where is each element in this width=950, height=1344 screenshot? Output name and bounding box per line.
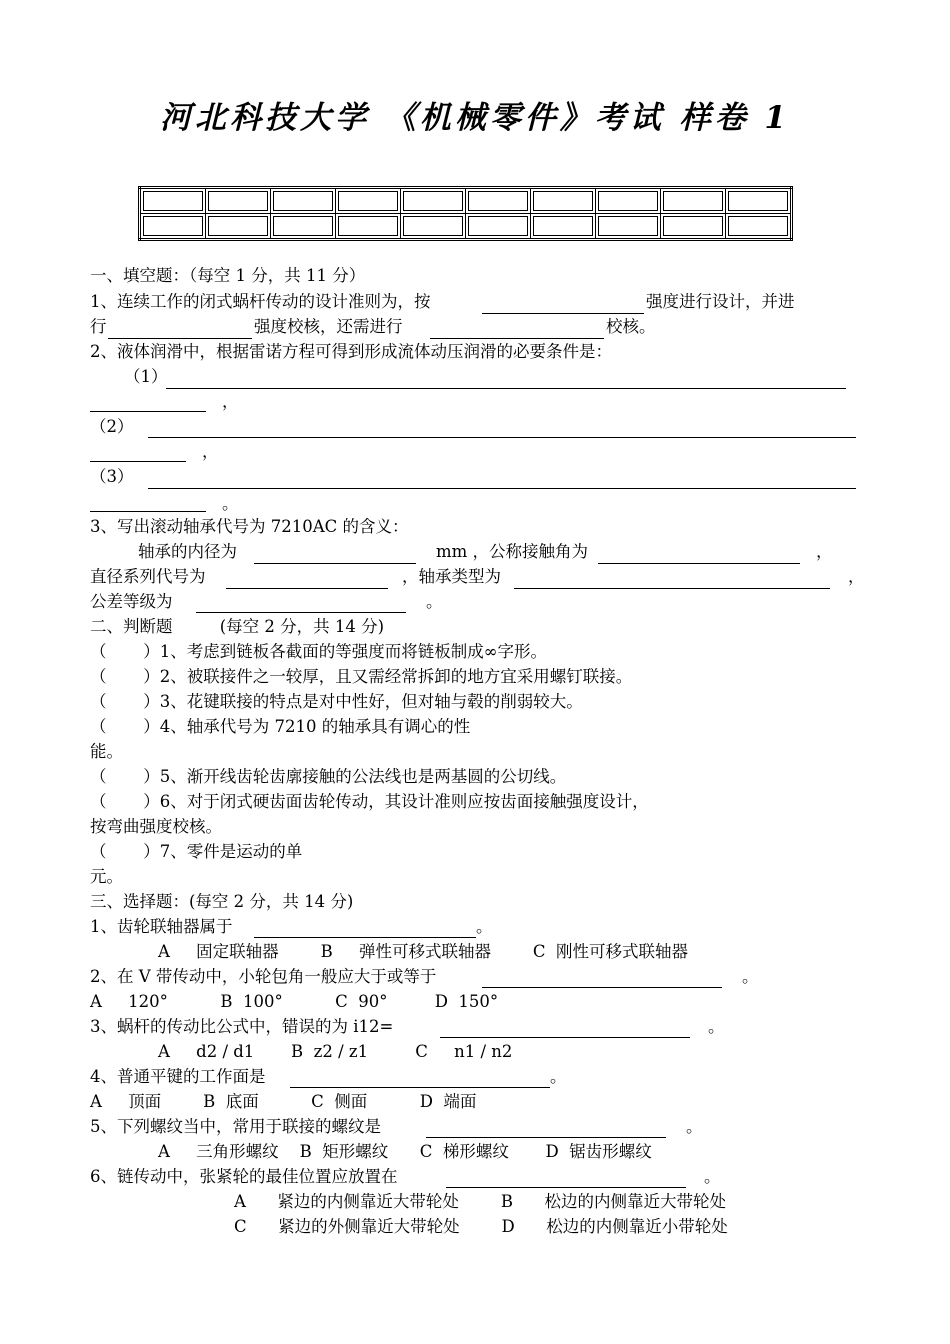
judgement-item: （ ）6、对于闭式硬齿面齿轮传动，其设计准则应按齿面接触强度设计， [90,792,649,811]
answer-blank[interactable] [482,313,644,314]
answer-blank[interactable] [482,987,722,988]
choice-q5-options: A 三角形螺纹 B 矩形螺纹 C 梯形螺纹 D 锯齿形螺纹 [158,1142,652,1161]
answer-blank[interactable] [514,588,830,589]
answer-blank[interactable] [166,388,846,389]
q2-cond2: （2） [90,417,134,436]
score-row [140,188,792,214]
q1-text-b: 强度进行设计，并进 [646,292,795,311]
score-cell [596,214,661,240]
answer-blank[interactable] [426,1137,666,1138]
answer-blank[interactable] [108,338,252,339]
score-cell [271,188,336,214]
choice-q3-end: 。 [708,1017,725,1036]
score-cell [401,188,466,214]
answer-blank[interactable] [430,338,604,339]
choice-q5-stem: 5、下列螺纹当中，常用于联接的螺纹是 [90,1117,381,1136]
q3-comma1: ， [816,542,833,561]
q1-text-c: 行 [90,317,107,336]
choice-q6-end: 。 [704,1167,721,1186]
answer-blank[interactable] [148,437,856,438]
q1-text-d: 强度校核，还需进行 [254,317,403,336]
score-cell [466,214,531,240]
score-cell [531,214,596,240]
choice-q1-stem: 1、齿轮联轴器属于 [90,917,233,936]
score-cell [661,188,726,214]
exam-title: 河北科技大学 《机械零件》考试 样卷 1 [160,100,790,136]
choice-q4-options: A 顶面 B 底面 C 侧面 D 端面 [90,1092,477,1111]
choice-q2-end: 。 [742,967,759,986]
q3-text-b: 直径系列代号为 [90,567,206,586]
choice-q4-stem: 4、普通平键的工作面是 [90,1067,266,1086]
answer-blank[interactable] [440,1037,690,1038]
judgement-item: 按弯曲强度校核。 [90,817,222,836]
score-cell [336,188,401,214]
q3-text-a: 轴承的内径为 [138,542,237,561]
score-cell [206,188,271,214]
q2-punct1: ， [222,392,239,411]
score-cell [726,188,792,214]
choice-q3-options: A d2 / d1 B z2 / z1 C n1 / n2 [158,1042,513,1061]
q2-stem: 2、液体润滑中，根据雷诺方程可得到形成流体动压润滑的必要条件是： [90,342,612,361]
choice-q2-stem: 2、在 V 带传动中，小轮包角一般应大于或等于 [90,967,437,986]
score-cell [661,214,726,240]
score-cell [271,214,336,240]
answer-blank[interactable] [254,937,476,938]
answer-blank[interactable] [226,588,388,589]
choice-q4-end: 。 [550,1067,567,1086]
q3-end: 。 [426,592,443,611]
q3-text-c: ，轴承类型为 [402,567,501,586]
score-cell [596,188,661,214]
choice-q6-stem: 6、链传动中，张紧轮的最佳位置应放置在 [90,1167,398,1186]
answer-blank[interactable] [90,461,186,462]
q1-text-e: 校核。 [606,317,656,336]
answer-blank[interactable] [598,563,800,564]
section3-heading: 三、选择题：(每空 2 分，共 14 分) [90,892,354,911]
answer-blank[interactable] [90,411,206,412]
score-cell [466,188,531,214]
judgement-item: （ ）3、花键联接的特点是对中性好，但对轴与毂的削弱较大。 [90,692,583,711]
score-row [140,214,792,240]
choice-q6-options-ab: A 紧边的内侧靠近大带轮处 B 松边的内侧靠近大带轮处 [234,1192,726,1211]
judgement-item: （ ）7、零件是运动的单 [90,842,303,861]
judgement-item: （ ）5、渐开线齿轮齿廓接触的公法线也是两基圆的公切线。 [90,767,567,786]
score-cell [140,188,206,214]
answer-blank[interactable] [90,511,206,512]
choice-q6-options-cd: C 紧边的外侧靠近大带轮处 D 松边的内侧靠近小带轮处 [234,1217,728,1236]
q2-punct2: ， [202,442,219,461]
choice-q5-end: 。 [686,1117,703,1136]
score-cell [206,214,271,240]
score-cell [401,214,466,240]
choice-q3-stem: 3、蜗杆的传动比公式中，错误的为 i12= [90,1017,394,1036]
q2-cond1: （1） [124,367,168,386]
score-cell [336,214,401,240]
section2-heading: 二、判断题 (每空 2 分，共 14 分) [90,617,385,636]
score-cell [140,214,206,240]
q3-text-d: 公差等级为 [90,592,173,611]
choice-q1-options: A 固定联轴器 B 弹性可移式联轴器 C 刚性可移式联轴器 [158,942,689,961]
score-cell [531,188,596,214]
answer-blank[interactable] [290,1087,550,1088]
q1-text-a: 1、连续工作的闭式蜗杆传动的设计准则为，按 [90,292,431,311]
answer-blank[interactable] [254,563,416,564]
q3-unit: mm ，公称接触角为 [436,542,589,561]
score-cell [726,214,792,240]
choice-q1-end: 。 [476,917,493,936]
q3-stem: 3、写出滚动轴承代号为 7210AC 的含义： [90,517,409,536]
judgement-item: 元。 [90,867,123,886]
judgement-item: （ ）4、轴承代号为 7210 的轴承具有调心的性 [90,717,471,736]
q2-punct3: 。 [222,494,239,513]
section1-heading: 一、填空题：（每空 1 分，共 11 分） [90,266,366,285]
judgement-item: （ ）2、被联接件之一较厚，且又需经常拆卸的地方宜采用螺钉联接。 [90,667,633,686]
q2-cond3: （3） [90,467,134,486]
answer-blank[interactable] [446,1187,686,1188]
judgement-item: （ ）1、考虑到链板各截面的等强度而将链板制成∞字形。 [90,642,547,661]
score-table [138,186,793,241]
answer-blank[interactable] [196,612,406,613]
judgement-item: 能。 [90,742,123,761]
answer-blank[interactable] [148,488,856,489]
q3-comma2: ， [848,567,865,586]
choice-q2-options: A 120° B 100° C 90° D 150° [90,992,499,1011]
